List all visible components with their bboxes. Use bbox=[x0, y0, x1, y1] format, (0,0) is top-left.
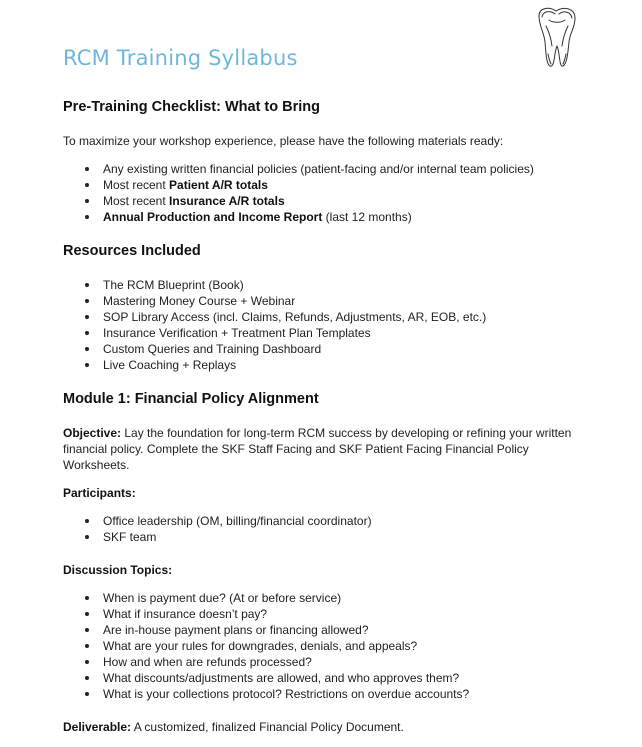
list-item: When is payment due? (At or before service) bbox=[63, 590, 593, 606]
topics-list bbox=[63, 590, 593, 702]
topics-label: Discussion Topics: bbox=[63, 563, 173, 577]
list-item: Live Coaching + Replays bbox=[63, 357, 593, 373]
list-item: Are in-house payment plans or financing allowed? bbox=[63, 622, 593, 638]
list-item: What if insurance doesn’t pay? bbox=[63, 606, 593, 622]
tooth-icon bbox=[533, 6, 581, 68]
list-item: Most recent Patient A/R totals bbox=[63, 177, 593, 193]
module1-deliverable: Deliverable: A customized, finalized Financial Policy Document. bbox=[63, 720, 404, 734]
list-item: Insurance Verification + Treatment Plan Templates bbox=[63, 325, 593, 341]
document-title: RCM Training Syllabus bbox=[63, 46, 298, 70]
resources-heading: Resources Included bbox=[63, 243, 201, 259]
list-item: SKF team bbox=[63, 529, 593, 545]
list-item: What is your collections protocol? Restrictions on overdue accounts? bbox=[63, 686, 593, 702]
checklist-list bbox=[63, 161, 593, 225]
list-item: Annual Production and Income Report (last 12 months) bbox=[63, 209, 593, 225]
list-item: What are your rules for downgrades, denials, and appeals? bbox=[63, 638, 593, 654]
checklist-intro: To maximize your workshop experience, please have the following materials ready: bbox=[63, 134, 504, 148]
resources-list bbox=[63, 277, 593, 373]
list-item: SOP Library Access (incl. Claims, Refunds, Adjustments, AR, EOB, etc.) bbox=[63, 309, 593, 325]
list-item: Office leadership (OM, billing/financial coordinator) bbox=[63, 513, 593, 529]
list-item: The RCM Blueprint (Book) bbox=[63, 277, 593, 293]
list-item: Most recent Insurance A/R totals bbox=[63, 193, 593, 209]
list-item: Any existing written financial policies (patient-facing and/or internal team policies) bbox=[63, 161, 593, 177]
document-body bbox=[63, 98, 593, 747]
list-item: What discounts/adjustments are allowed, and who approves them? bbox=[63, 670, 593, 686]
participants-list bbox=[63, 513, 593, 545]
list-item: Custom Queries and Training Dashboard bbox=[63, 341, 593, 357]
list-item: How and when are refunds processed? bbox=[63, 654, 593, 670]
participants-label: Participants: bbox=[63, 486, 136, 500]
checklist-heading: Pre-Training Checklist: What to Bring bbox=[63, 99, 320, 115]
list-item: Mastering Money Course + Webinar bbox=[63, 293, 593, 309]
module1-heading: Module 1: Financial Policy Alignment bbox=[63, 391, 319, 407]
module1-objective: Objective: Lay the foundation for long-term RCM success by developing or refining your written financial policy. Complete the SKF Staff Facing and SKF Patient Facing Financial Policy Worksheets. bbox=[63, 426, 572, 472]
